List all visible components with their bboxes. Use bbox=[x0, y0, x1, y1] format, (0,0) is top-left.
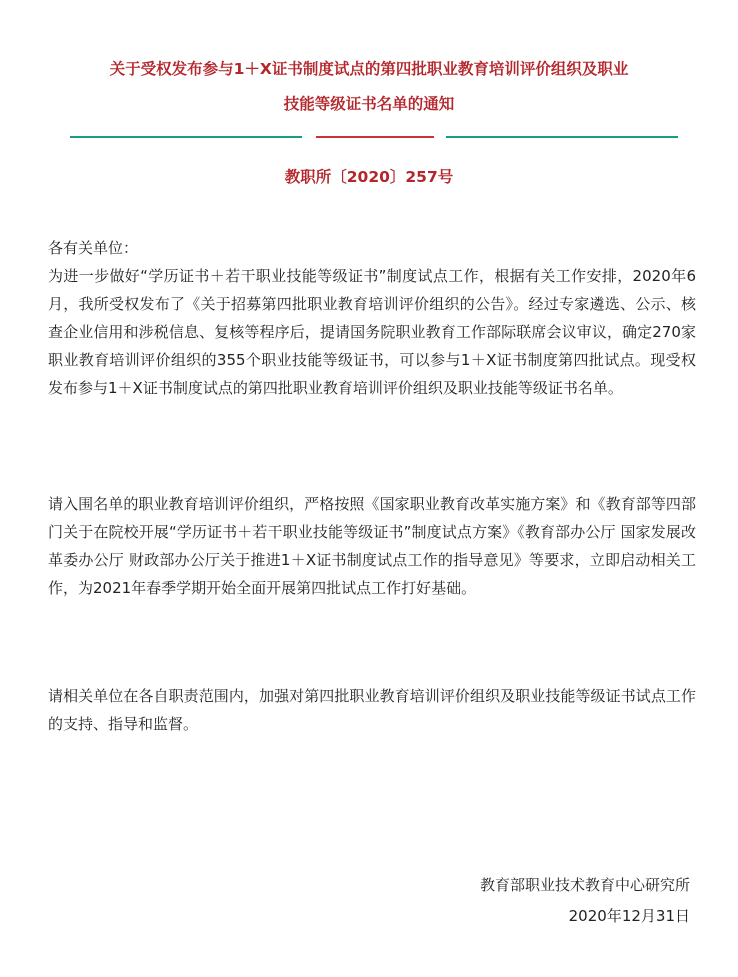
signature-organization: 教育部职业技术教育中心研究所 bbox=[479, 876, 690, 894]
body-paragraph-2: 请入围名单的职业教育培训评价组织，严格按照《国家职业教育改革实施方案》和《教育部等四部门关于在院校开展“学历证书＋若干职业技能等级证书”制度试点方案》《教育部办公厅 国家发展改革委办公厅 财政部办公厅关于推进1＋X证书制度试点工作的指导意见》等要求，立即启动相关工作，为2021年春季学期开始全面开展第四批试点工作打好基础。 bbox=[48, 495, 696, 597]
body-paragraph-3: 请相关单位在各自职责范围内，加强对第四批职业教育培训评价组织及职业技能等级证书试点工作的支持、指导和监督。 bbox=[48, 687, 696, 733]
title-line-1: 关于受权发布参与1＋X证书制度试点的第四批职业教育培训评价组织及职业 bbox=[109, 60, 629, 78]
divider-left bbox=[70, 136, 302, 138]
salutation: 各有关单位： bbox=[48, 239, 139, 257]
divider-right bbox=[446, 136, 678, 138]
title-line-2: 技能等级证书名单的通知 bbox=[283, 95, 455, 113]
signature-date: 2020年12月31日 bbox=[568, 907, 690, 925]
document-number: 教职所〔2020〕257号 bbox=[284, 168, 454, 186]
body-paragraph-1: 为进一步做好“学历证书＋若干职业技能等级证书”制度试点工作，根据有关工作安排，2020年6月，我所受权发布了《关于招募第四批职业教育培训评价组织的公告》。经过专家遴选、公示、核查企业信用和涉税信息、复核等程序后，提请国务院职业教育工作部际联席会议审议，确定270家职业教育培训评价组织的355个职业技能等级证书，可以参与1＋X证书制度第四批试点。现受权发布参与1＋X证书制度试点的第四批职业教育培训评价组织及职业技能等级证书名单。 bbox=[48, 267, 696, 397]
divider-center bbox=[316, 136, 434, 138]
